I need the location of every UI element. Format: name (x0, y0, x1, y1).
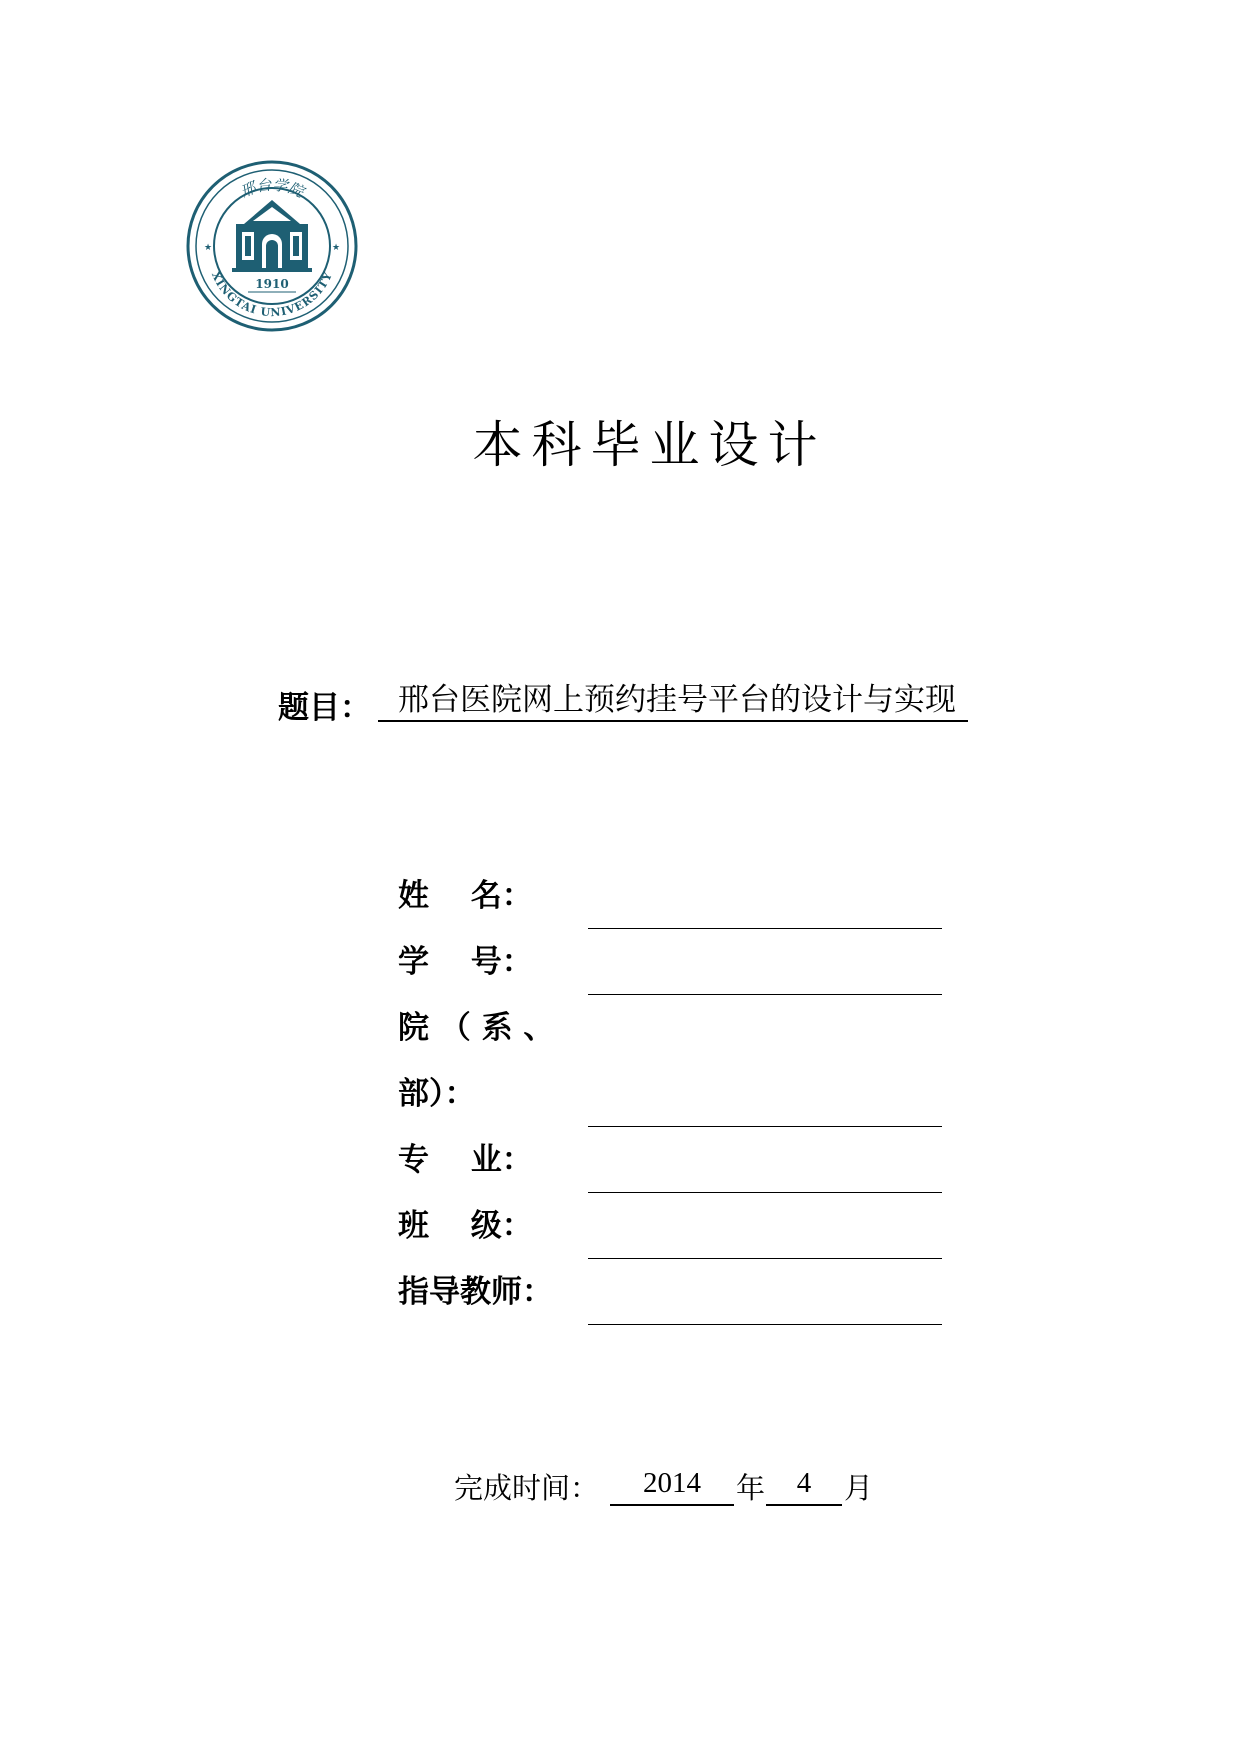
class-field-line (588, 1258, 942, 1259)
year-unit: 年 (736, 1471, 766, 1505)
department-field-line (588, 1126, 942, 1127)
month-unit: 月 (844, 1471, 874, 1505)
topic-label: 题目： (278, 690, 371, 726)
topic-value: 邢台医院网上预约挂号平台的设计与实现 (378, 682, 968, 722)
class-label: 班 级： (398, 1208, 533, 1244)
svg-text:★: ★ (332, 243, 341, 253)
student-id-label: 学 号： (398, 944, 533, 980)
name-field-line (588, 928, 942, 929)
completion-label: 完成时间： (454, 1471, 600, 1505)
completion-month: 4 (766, 1466, 842, 1506)
department-label-line2: 部）： (398, 1076, 476, 1112)
seal-bottom-text: XINGTAI UNIVERSITY (208, 269, 336, 320)
department-label-line1: 院 （ 系 、 (398, 1010, 555, 1046)
major-field-line (588, 1192, 942, 1193)
student-id-field-line (588, 994, 942, 995)
advisor-field-line (588, 1324, 942, 1325)
advisor-label: 指导教师： (398, 1274, 553, 1310)
university-seal-logo (186, 160, 358, 332)
name-label: 姓 名： (398, 878, 533, 914)
svg-text:★: ★ (204, 243, 213, 253)
svg-text:邢台学院 (238, 175, 309, 202)
page-title: 本科毕业设计 (472, 416, 827, 474)
major-label: 专 业： (398, 1142, 533, 1178)
completion-year: 2014 (610, 1466, 734, 1506)
seal-year: 1910 (255, 277, 289, 291)
seal-top-text: 邢台学院 (237, 175, 307, 202)
